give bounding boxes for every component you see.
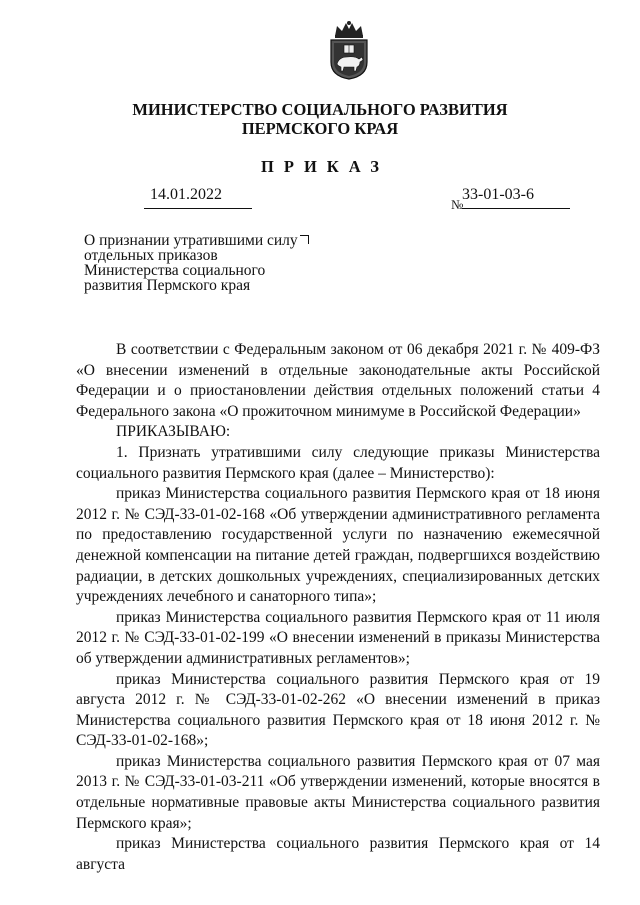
subject-line: отдельных приказов: [84, 247, 218, 264]
body-paragraph: приказ Министерства социального развития Пермского края от 14 августа: [76, 835, 600, 873]
body-paragraph: приказ Министерства социального развития Пермского края от 19 августа 2012 г. № СЭД-33-01-02-262 «О внесении изменений в приказ Министерства социального развития Пермского края от 18 июня 2012 г. № СЭД-33-01-02-168»;: [76, 670, 600, 750]
order-number: 33-01-03-6: [462, 186, 534, 203]
order-body: [76, 340, 600, 875]
body-paragraph: ПРИКАЗЫВАЮ:: [116, 423, 231, 441]
ministry-name-line1: МИНИСТЕРСТВО СОЦИАЛЬНОГО РАЗВИТИЯ: [132, 100, 508, 119]
body-paragraph: приказ Министерства социального развития Пермского края от 18 июня 2012 г. № СЭД-33-01-02-168 «Об утверждении административного регламента по предоставлению государственной услуги по назначению ежемесячной денежной компенсации на питание детей граждан, подвергшихся воздействию радиации, в детских дошкольных учреждениях, специализированных детских учреждениях лечебного и санаторного типа»;: [76, 485, 600, 606]
document-type-title: ПРИКАЗ: [261, 157, 389, 176]
subject-line: Министерства социального: [84, 262, 266, 279]
body-paragraph: В соответствии с Федеральным законом от 06 декабря 2021 г. № 409-ФЗ «О внесении изменений в отдельные законодательные акты Российской Федерации и о приостановлении действия отдельных положений статьи 4 Федерального закона «О прожиточном минимуме в Российской Федерации»: [76, 341, 600, 420]
perm-krai-coat-of-arms-icon: [327, 20, 371, 80]
body-paragraph: 1. Признать утратившими силу следующие приказы Министерства социального развития Пермского края (далее – Министерство):: [76, 443, 600, 482]
body-paragraph: приказ Министерства социального развития Пермского края от 07 мая 2013 г. № СЭД-33-01-03-211 «Об утверждении изменений, которые вносятся в отдельные нормативные правовые акты Министерства социального развития Пермского края»;: [76, 752, 600, 832]
order-subject: [84, 233, 314, 293]
subject-line: О признании утратившими силу: [84, 232, 298, 249]
number-underline: [462, 208, 570, 209]
ministry-name-line2: ПЕРМСКОГО КРАЯ: [241, 119, 399, 138]
subject-line: развития Пермского края: [84, 277, 251, 294]
subject-corner-mark: [300, 235, 309, 244]
date-underline: [144, 208, 252, 209]
number-label: №: [451, 197, 464, 212]
order-date: 14.01.2022: [150, 186, 222, 203]
body-paragraph: приказ Министерства социального развития Пермского края от 11 июля 2012 г. № СЭД-33-01-02-199 «О внесении изменений в приказы Министерства об утверждении административных регламентов»;: [76, 608, 600, 667]
